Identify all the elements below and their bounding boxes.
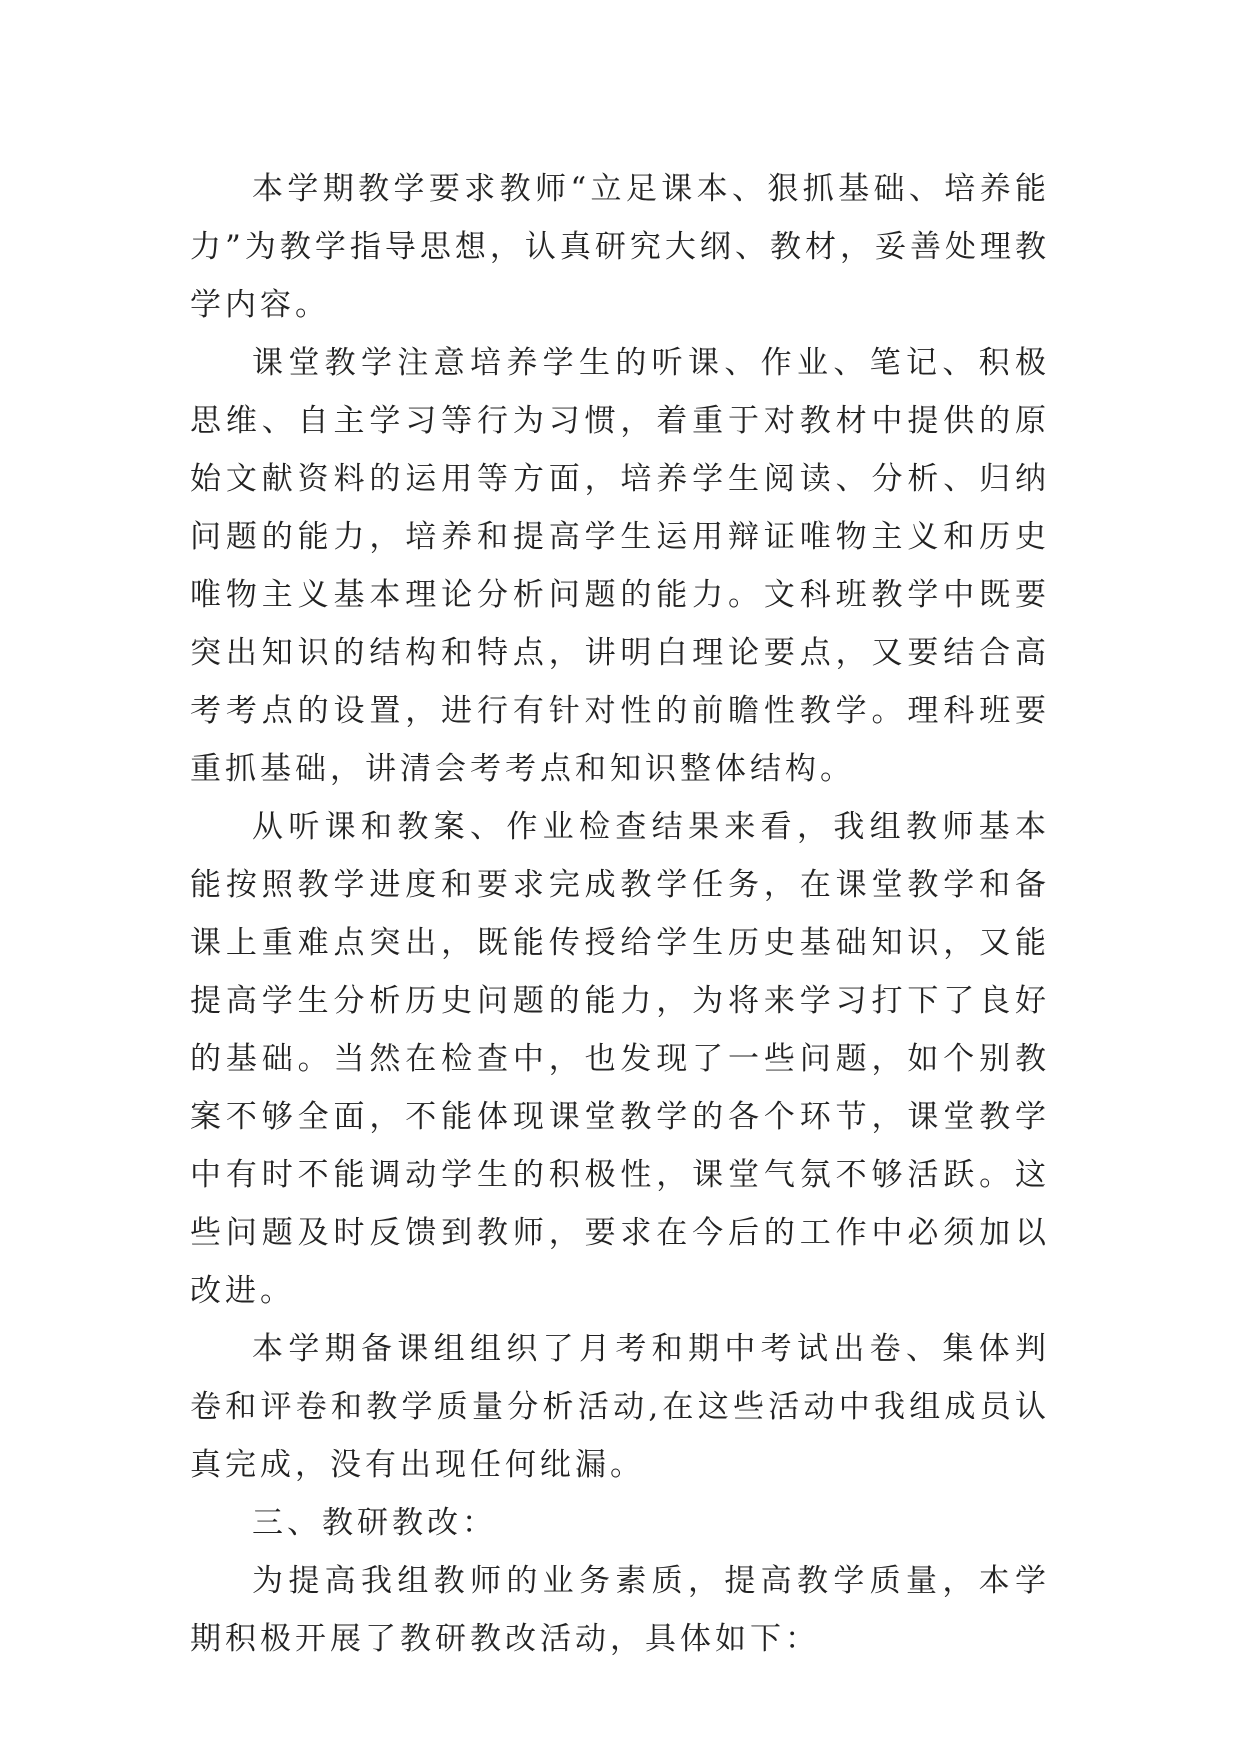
paragraph-exam-activities: 本学期备课组组织了月考和期中考试出卷、集体判卷和评卷和教学质量分析活动,在这些活动中我组成员认真完成，没有出现任何纰漏。 [190, 1331, 1050, 1483]
paragraph-research-intro: 为提高我组教师的业务素质，提高教学质量，本学期积极开展了教研教改活动，具体如下： [190, 1563, 1050, 1657]
paragraph-inspection-results: 从听课和教案、作业检查结果来看，我组教师基本能按照教学进度和要求完成教学任务，在课堂教学和备课上重难点突出，既能传授给学生历史基础知识，又能提高学生分析历史问题的能力，为将来学习打下了良好的基础。当然在检查中，也发现了一些问题，如个别教案不够全面，不能体现课堂教学的各个环节，课堂教学中有时不能调动学生的积极性，课堂气氛不够活跃。这些问题及时反馈到教师，要求在今后的工作中必须加以改进。 [190, 809, 1050, 1309]
document-body [190, 160, 1050, 1668]
paragraph-classroom-habits: 课堂教学注意培养学生的听课、作业、笔记、积极思维、自主学习等行为习惯，着重于对教材中提供的原始文献资料的运用等方面，培养学生阅读、分析、归纳问题的能力，培养和提高学生运用辩证唯物主义和历史唯物主义基本理论分析问题的能力。文科班教学中既要突出知识的结构和特点，讲明白理论要点，又要结合高考考点的设置，进行有针对性的前瞻性教学。理科班要重抓基础，讲清会考考点和知识整体结构。 [190, 345, 1050, 787]
section-heading-research-reform: 三、教研教改： [252, 1505, 497, 1541]
paragraph-teaching-requirements: 本学期教学要求教师“立足课本、狠抓基础、培养能力”为教学指导思想，认真研究大纲、教材，妥善处理教学内容。 [190, 171, 1050, 323]
